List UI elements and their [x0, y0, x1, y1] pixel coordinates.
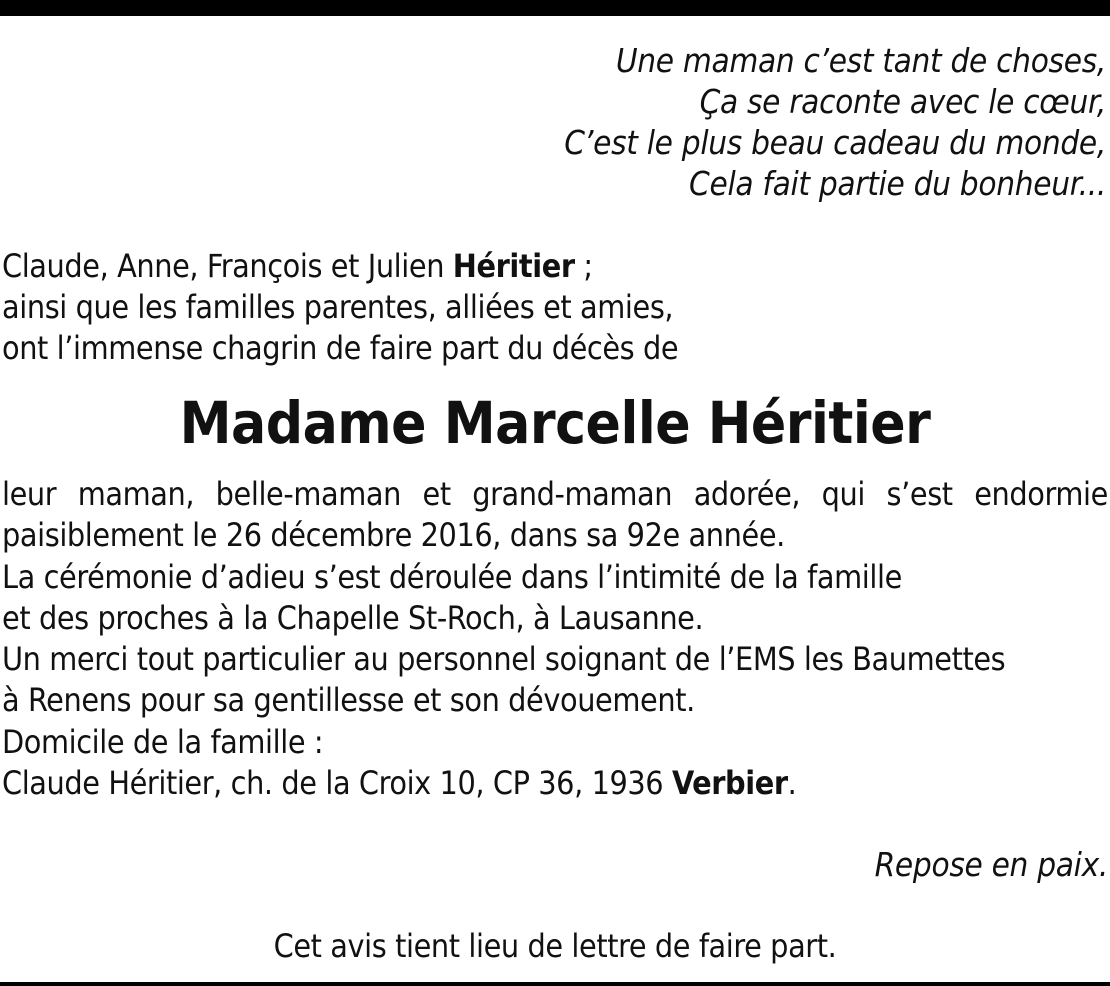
address-street: Claude Héritier, ch. de la Croix 10, CP 36, 1936	[2, 764, 672, 803]
obituary-body	[2, 474, 1108, 804]
family-first-names: Claude, Anne, François et Julien	[2, 247, 453, 285]
body-line-1-word: leur	[2, 475, 57, 513]
body-line-1	[2, 474, 1108, 515]
body-line-6: à Renens pour sa gentillesse et son dévouement.	[2, 681, 695, 720]
poem-line-4: Cela fait partie du bonheur...	[689, 164, 1106, 203]
body-line-7: Domicile de la famille :	[2, 722, 324, 761]
body-line-1-word: adorée,	[693, 475, 801, 513]
body-line-2: paisiblement le 26 décembre 2016, dans sa 92e année.	[2, 516, 785, 555]
bottom-border-rule	[0, 982, 1110, 986]
body-line-5: Un merci tout particulier au personnel soignant de l’EMS les Baumettes	[2, 640, 1006, 679]
body-line-1-word: et	[422, 475, 451, 513]
family-names-suffix: ;	[574, 247, 593, 285]
deceased-name: Madame Marcelle Héritier	[179, 389, 931, 457]
poem-line-1: Une maman c’est tant de choses,	[615, 41, 1106, 80]
top-border-rule	[0, 0, 1110, 16]
poem-verse	[406, 40, 1106, 204]
body-line-1-word: belle-maman	[215, 475, 401, 513]
address-suffix: .	[787, 764, 797, 803]
closing-phrase: Repose en paix.	[874, 845, 1108, 884]
family-announcement	[2, 246, 678, 369]
body-line-1-word: maman,	[77, 475, 195, 513]
body-line-3: La cérémonie d’adieu s’est déroulée dans l’intimité de la famille	[2, 557, 902, 596]
body-line-1-word: s’est	[886, 475, 953, 513]
family-address	[2, 763, 1108, 804]
notice-footer: Cet avis tient lieu de lettre de faire part.	[273, 927, 837, 965]
body-line-4: et des proches à la Chapelle St-Roch, à Lausanne.	[2, 598, 704, 637]
family-announcement-line: ont l’immense chagrin de faire part du décès de	[2, 329, 679, 367]
address-town: Verbier	[671, 764, 788, 803]
family-names-line	[2, 246, 678, 287]
family-surname: Héritier	[452, 247, 575, 285]
family-relatives-line: ainsi que les familles parentes, alliées et amies,	[2, 288, 674, 326]
poem-line-2: Ça se raconte avec le cœur,	[699, 82, 1106, 121]
poem-line-3: C’est le plus beau cadeau du monde,	[564, 123, 1106, 162]
body-line-1-word: qui	[821, 475, 865, 513]
body-line-1-word: endormie	[974, 475, 1108, 513]
body-line-1-word: grand-maman	[472, 475, 673, 513]
